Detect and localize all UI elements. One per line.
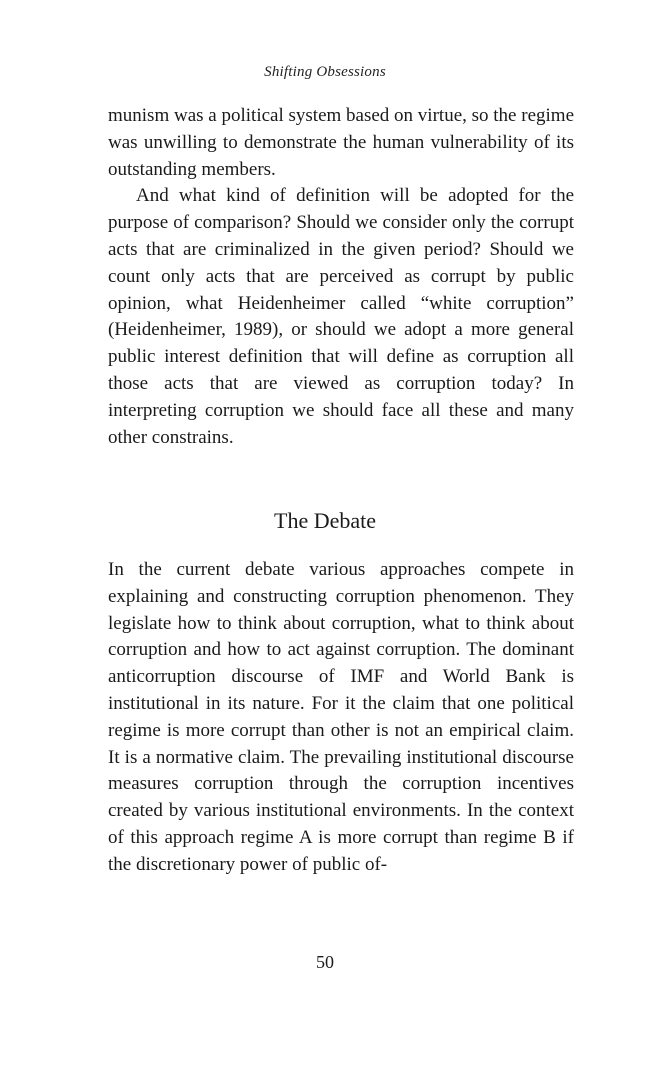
text-block-top	[108, 103, 574, 451]
section-heading: The Debate	[274, 508, 376, 533]
paragraph-definition: And what kind of definition will be adopted for the purpose of comparison? Should we consider only the corrupt acts that are criminalized in the given period? Should we count only acts that are perceived as corrupt by public opinion, what Heidenheimer called “white corruption” (Heidenheimer, 1989), or should we adopt a more general public interest definition that will define as corruption all those acts that are viewed as corruption today? In interpreting corruption we should face all these and many other constrains.	[108, 185, 574, 448]
page-number: 50	[316, 952, 334, 972]
running-head: Shifting Obsessions	[264, 64, 386, 80]
paragraph-debate: In the current debate various approaches compete in explaining and constructing corruption phenomenon. They legislate how to think about corruption, what to think about corruption and how to act against corruption. The dominant anticorruption discourse of IMF and World Bank is institutional in its nature. For it the claim that one political regime is more corrupt than other is not an empirical claim. It is a normative claim. The prevailing institutional discourse measures corruption through the corruption incentives created by various institutional environments. In the context of this approach regime A is more corrupt than regime B if the discretionary power of public of-	[108, 559, 574, 875]
paragraph-continued: munism was a political system based on virtue, so the regime was unwilling to demonstrate the human vulnerability of its outstanding members.	[108, 105, 574, 180]
text-block-bottom	[108, 557, 574, 879]
